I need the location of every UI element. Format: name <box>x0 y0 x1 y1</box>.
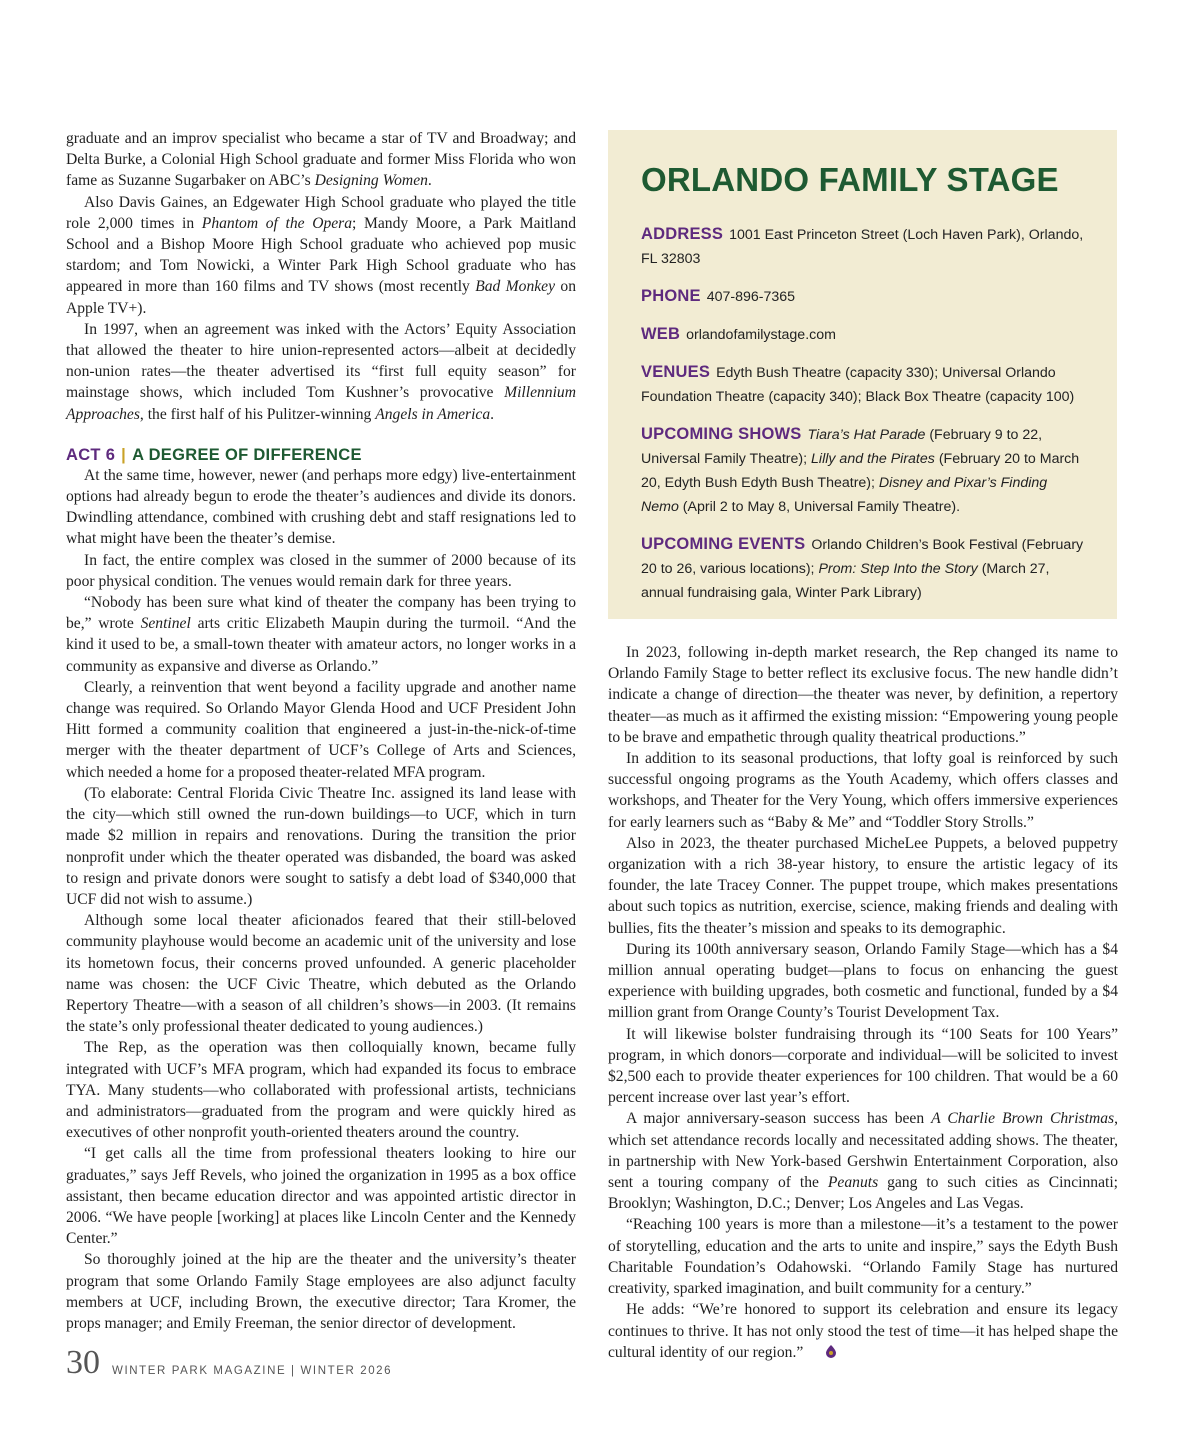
venues-entry <box>641 360 1087 409</box>
page-number: 30 <box>66 1344 100 1381</box>
end-of-story-icon <box>807 1343 837 1364</box>
act-number: ACT 6 <box>66 445 116 464</box>
paragraph: Clearly, a reinvention that went beyond a facility upgrade and another name change was required. So Orlando Mayor Glenda Hood and UCF President John Hitt formed a community coalition that engineered a just-in-the-nick-of-time merger with the theater department of UCF’s College of Arts and Sciences, which needed a home for a proposed theater-related MFA program. <box>66 678 576 781</box>
act-title: A DEGREE OF DIFFERENCE <box>132 445 362 464</box>
venues-label: VENUES <box>641 363 711 381</box>
paragraph: graduate and an improv specialist who became a star of TV and Broadway; and Delta Burke, a Colonial High School graduate and former Miss Florida who won fame as Suzanne Sugarbaker on ABC’s Designing Women. <box>66 130 576 190</box>
paragraph: During its 100th anniversary season, Orlando Family Stage—which has a $4 million annual operating budget—plans to focus on enhancing the guest experience with building upgrades, both cosmetic and functional, funded by a $4 million grant from Orange County’s Tourist Development Tax. <box>608 940 1118 1022</box>
show-title: Tiara’s Hat Parade <box>807 427 926 443</box>
phone-entry <box>641 284 1087 309</box>
paragraph: The Rep, as the operation was then colloquially known, became fully integrated with UCF’s MFA program, which had expanded its focus to embrace TYA. Many students—who collaborated with professional artists, technicians and administrators—graduated from the program and were quickly hired as executives of other nonprofit youth-oriented theaters around the country. <box>66 1039 576 1142</box>
venues-value: Edyth Bush Theatre (capacity 330); Universal Orlando Foundation Theatre (capacity 340); Black Box Theatre (capacity 100) <box>641 365 1075 405</box>
phone-value: 407-896-7365 <box>706 289 796 305</box>
show-detail: (February 9 to 22, Universal Family Theatre); <box>641 427 1043 467</box>
paragraph: He adds: “We’re honored to support its celebration and ensure its legacy continues to thrive. It has not only stood the test of time—it has helped shape the cultural identity of our region.” <box>608 1299 1118 1363</box>
paragraph: Although some local theater aficionados feared that their still-beloved community playhouse would become an academic unit of the university and lose its hometown focus, their concerns proved unfounded. A generic placeholder name was chosen: the UCF Civic Theatre, which debuted as the Orlando Repertory Theatre—with a season of all children’s shows—in 2003. (It remains the state’s only professional theater dedicated to young audiences.) <box>66 912 576 1036</box>
web-label: WEB <box>641 325 681 343</box>
upcoming-events-entry <box>641 532 1087 605</box>
paragraph: (To elaborate: Central Florida Civic Theatre Inc. assigned its land lease with the city—which still owned the run-down buildings—to UCF, which in turn made $2 million in repairs and renovations. During the transition the prior nonprofit under which the theater operated was disbanded, the board was asked to resign and private donors were sought to satisfy a debt load of $340,000 that UCF did not wish to assume.) <box>66 784 576 908</box>
paragraph: At the same time, however, newer (and perhaps more edgy) live-entertainment options had already begun to erode the theater’s audiences and divide its donors. Dwindling attendance, combined with crushing debt and staff resignations led to what might have been the theater’s demise. <box>66 466 576 548</box>
paragraph: Also in 2023, the theater purchased MicheLee Puppets, a beloved puppetry organization with a rich 38-year history, to ensure the artistic legacy of its founder, the late Tracey Conner. The puppet troupe, which makes presentations about such topics as nutrition, exercise, science, making friends and dealing with bullies, fits the theater’s mission and speaks to its demographic. <box>608 834 1118 937</box>
paragraph: Also Davis Gaines, an Edgewater High School graduate who played the title role 2,000 times in Phantom of the Opera; Mandy Moore, a Park Maitland School and a Bishop Moore High School graduate who achieved pop music stardom; and Tom Nowicki, a Winter Park High School graduate who has appeared in more than 160 films and TV shows (most recently Bad Monkey on Apple TV+). <box>66 193 577 317</box>
paragraph: So thoroughly joined at the hip are the theater and the university’s theater program that some Orlando Family Stage employees are also adjunct faculty members at UCF, including Brown, the executive director; Tara Kromer, the props manager; and Emily Freeman, the senior director of development. <box>66 1251 576 1332</box>
web-entry <box>641 322 1087 347</box>
web-link[interactable]: orlandofamilystage.com <box>686 327 836 343</box>
event-detail: (March 27, annual fundraising gala, Winter Park Library) <box>641 561 1050 601</box>
paragraph: In fact, the entire complex was closed in the summer of 2000 because of its poor physical condition. The venues would remain dark for three years. <box>66 551 576 590</box>
show-detail: (February 20 to March 20, Edyth Bush Edyth Bush Theatre); <box>641 451 1080 491</box>
upcoming-shows-label: UPCOMING SHOWS <box>641 425 802 443</box>
paragraph: “I get calls all the time from professional theaters looking to hire our graduates,” says Jeff Revels, who joined the organization in 1995 as a box office assistant, then became education director and was appointed artistic director in 2006. “We have people [working] at places like Lincoln Center and the Kennedy Center.” <box>66 1145 576 1248</box>
paragraph: In 1997, when an agreement was inked with the Actors’ Equity Association that allowed the theater to hire union-represented actors—albeit at decidedly non-union rates—the theater advertised its “first full equity season” for mainstage shows, which included Tom Kushner’s provocative Millennium Approaches, the first half of his Pulitzer-winning Angels in America. <box>66 320 576 423</box>
paragraph: In addition to its seasonal productions, that lofty goal is reinforced by such successful ongoing programs as the Youth Academy, which offers classes and workshops, and Theater for the Very Young, which offers immersive experiences for early learners such as “Baby & Me” and “Toddler Story Strolls.” <box>608 750 1118 831</box>
heading-separator: | <box>121 445 127 464</box>
address-label: ADDRESS <box>641 225 724 243</box>
event-detail: Orlando Children’s Book Festival (February 20 to 26, various locations); <box>641 537 1084 577</box>
show-detail: (April 2 to May 8, Universal Family Theatre). <box>678 499 961 515</box>
upcoming-shows-entry <box>641 422 1087 519</box>
publication-line: WINTER PARK MAGAZINE | WINTER 2026 <box>112 1365 393 1377</box>
paragraph: “Nobody has been sure what kind of theater the company has been trying to be,” wrote Sentinel arts critic Elizabeth Maupin during the turmoil. “And the kind it used to be, a small-town theater with amateur actors, no longer works in a community as expansive and diverse as Orlando.” <box>66 594 576 675</box>
address-entry <box>641 222 1087 271</box>
upcoming-events-label: UPCOMING EVENTS <box>641 535 806 553</box>
phone-label: PHONE <box>641 287 701 305</box>
event-title: Prom: Step Into the Story <box>818 561 978 577</box>
paragraph: In 2023, following in-depth market research, the Rep changed its name to Orlando Family Stage to better reflect its exclusive focus. The new handle didn’t indicate a change of direction—the theater was never, by definition, a repertory theater—as much as it affirmed the existing mission: “Empowering young people to be brave and empathetic through quality theatrical productions.” <box>608 644 1118 746</box>
paragraph: It will likewise bolster fundraising through its “100 Seats for 100 Years” program, in which donors—corporate and individual—will be solicited to invest $2,500 each to provide theater experiences for 100 children. That would be a 60 percent increase over last year’s effort. <box>608 1025 1118 1107</box>
right-article-column <box>608 642 1118 1364</box>
paragraph: “Reaching 100 years is more than a milestone—it’s a testament to the power of storytelling, education and the arts to unite and inspire,” says the Edyth Bush Charitable Foundation’s Odahowski. “Orlando Family Stage has nurtured creativity, sparked imagination, and built community for a century.” <box>608 1216 1118 1298</box>
sidebar-title: ORLANDO FAMILY STAGE <box>641 161 1059 198</box>
show-title: Disney and Pixar’s Finding Nemo <box>641 475 1048 515</box>
info-sidebar <box>608 130 1117 619</box>
show-title: Lilly and the Pirates <box>811 451 935 467</box>
page-footer <box>66 1340 392 1380</box>
section-heading <box>66 445 576 465</box>
left-article-column <box>66 128 576 1334</box>
paragraph: A major anniversary-season success has been A Charlie Brown Christmas, which set attendance records locally and necessitated adding shows. The theater, in partnership with New York-based Gershwin Entertainment Corporation, also sent a touring company of the Peanuts gang to such cities as Cincinnati; Brooklyn; Washington, D.C.; Denver; Los Angeles and Las Vegas. <box>608 1110 1118 1213</box>
address-value: 1001 East Princeton Street (Loch Haven Park), Orlando, FL 32803 <box>641 227 1084 267</box>
